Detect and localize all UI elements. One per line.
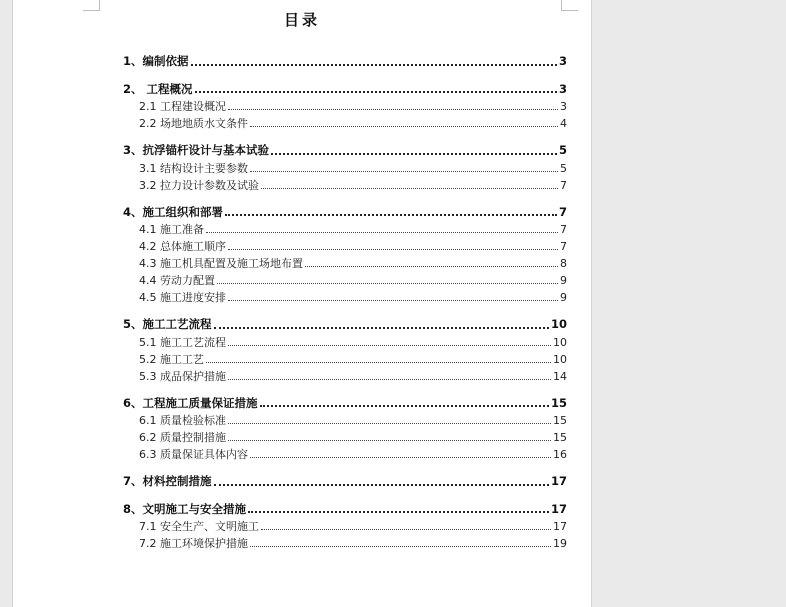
toc-subheading-entry[interactable] [123, 292, 567, 303]
toc-dot-leader [206, 362, 551, 363]
toc-dot-leader [228, 345, 551, 346]
toc-entry-label: 4、施工组织和部署 [123, 204, 224, 219]
document-page [12, 0, 592, 607]
toc-dot-leader [271, 153, 557, 155]
toc-entry-label: 6.3 质量保证具体内容 [139, 448, 248, 461]
toc-entry-label: 6.1 质量检验标准 [139, 414, 226, 427]
toc-entry-page-number: 10 [553, 335, 567, 349]
toc-subheading-entry[interactable] [123, 163, 567, 174]
toc-entry-page-number: 3 [560, 100, 567, 113]
toc-entry-label: 6.2 质量控制措施 [139, 431, 226, 444]
toc-entry-page-number: 3 [558, 54, 567, 68]
toc-entry-page-number: 17 [550, 501, 567, 516]
toc-dot-leader [228, 249, 558, 250]
toc-entry-label: 4.1 施工准备 [139, 223, 204, 236]
toc-subheading-entry[interactable] [123, 521, 567, 532]
toc-entry-label: 5.1 施工工艺流程 [139, 335, 226, 349]
toc-dot-leader [228, 440, 551, 441]
toc-heading-entry[interactable] [123, 395, 567, 410]
toc-entry-label: 2、 工程概况 [123, 81, 193, 96]
toc-entry-page-number: 7 [558, 204, 567, 219]
toc-dot-leader [261, 188, 558, 189]
toc-entry-page-number: 14 [553, 369, 567, 383]
toc-entry-label: 4.3 施工机具配置及施工场地布置 [139, 257, 303, 270]
toc-dot-leader [305, 266, 558, 267]
toc-dot-leader [195, 91, 557, 93]
toc-entry-label: 5、施工工艺流程 [123, 317, 212, 331]
toc-dot-leader [250, 126, 558, 127]
toc-dot-leader [260, 405, 549, 407]
toc-entry-page-number: 3 [558, 81, 567, 96]
toc-entry-label: 4.2 总体施工顺序 [139, 240, 226, 253]
toc-entry-label: 6、工程施工质量保证措施 [123, 395, 258, 410]
toc-entry-page-number: 5 [560, 161, 567, 175]
toc-dot-leader [261, 529, 551, 530]
toc-subheading-entry[interactable] [123, 415, 567, 426]
toc-entry-label: 7.2 施工环境保护措施 [139, 537, 248, 550]
toc-subheading-entry[interactable] [123, 337, 567, 348]
toc-entry-page-number: 7 [560, 240, 567, 253]
toc-dot-leader [250, 457, 551, 458]
toc-dot-leader [206, 232, 558, 233]
toc-entry-label: 3.2 拉力设计参数及试验 [139, 178, 259, 192]
toc-entry-page-number: 8 [560, 257, 567, 270]
toc-entry-label: 7、材料控制措施 [123, 474, 212, 488]
toc-entry-page-number: 5 [558, 143, 567, 157]
toc-entry-label: 8、文明施工与安全措施 [123, 501, 247, 516]
toc-entry-label: 7.1 安全生产、文明施工 [139, 520, 259, 533]
toc-heading-entry[interactable] [123, 476, 567, 488]
toc-dot-leader [191, 64, 557, 66]
toc-entry-page-number: 17 [550, 474, 567, 488]
toc-dot-leader [228, 379, 551, 380]
toc-heading-entry[interactable] [123, 81, 567, 96]
toc-entry-page-number: 17 [553, 520, 567, 533]
toc-dot-leader [228, 109, 558, 110]
table-of-contents [123, 52, 567, 549]
toc-entry-label: 3、抗浮锚杆设计与基本试验 [123, 143, 270, 157]
toc-dot-leader [248, 511, 549, 513]
toc-heading-entry[interactable] [123, 319, 567, 331]
toc-entry-label: 2.2 场地地质水文条件 [139, 117, 248, 130]
toc-subheading-entry[interactable] [123, 258, 567, 269]
toc-entry-page-number: 15 [550, 395, 567, 410]
toc-entry-label: 2.1 工程建设概况 [139, 100, 226, 113]
toc-entry-label: 5.3 成品保护措施 [139, 369, 226, 383]
toc-heading-entry[interactable] [123, 56, 567, 68]
toc-entry-page-number: 7 [560, 223, 567, 236]
toc-entry-page-number: 10 [553, 352, 567, 366]
toc-entry-page-number: 16 [553, 448, 567, 461]
toc-entry-label: 1、编制依据 [123, 54, 189, 68]
toc-entry-page-number: 9 [560, 274, 567, 287]
toc-subheading-entry[interactable] [123, 224, 567, 235]
toc-entry-page-number: 19 [553, 537, 567, 550]
toc-dot-leader [228, 423, 551, 424]
toc-subheading-entry[interactable] [123, 538, 567, 549]
toc-subheading-entry[interactable] [123, 432, 567, 443]
toc-heading-entry[interactable] [123, 145, 567, 157]
toc-subheading-entry[interactable] [123, 354, 567, 365]
toc-title: 目录 [283, 11, 320, 29]
toc-entry-label: 3.1 结构设计主要参数 [139, 161, 248, 175]
toc-dot-leader [214, 484, 549, 486]
toc-subheading-entry[interactable] [123, 449, 567, 460]
toc-subheading-entry[interactable] [123, 118, 567, 129]
toc-dot-leader [214, 327, 549, 329]
toc-entry-label: 4.4 劳动力配置 [139, 274, 215, 287]
toc-dot-leader [225, 214, 557, 216]
toc-entry-label: 4.5 施工进度安排 [139, 291, 226, 304]
toc-entry-page-number: 9 [560, 291, 567, 304]
toc-entry-page-number: 10 [550, 317, 567, 331]
toc-entry-page-number: 15 [553, 414, 567, 427]
toc-entry-page-number: 4 [560, 117, 567, 130]
toc-subheading-entry[interactable] [123, 101, 567, 112]
toc-entry-label: 5.2 施工工艺 [139, 352, 204, 366]
toc-subheading-entry[interactable] [123, 371, 567, 382]
toc-dot-leader [250, 171, 558, 172]
toc-subheading-entry[interactable] [123, 241, 567, 252]
toc-heading-entry[interactable] [123, 204, 567, 219]
toc-heading-entry[interactable] [123, 501, 567, 516]
toc-dot-leader [228, 300, 558, 301]
toc-subheading-entry[interactable] [123, 275, 567, 286]
toc-entry-page-number: 7 [560, 178, 567, 192]
toc-entry-page-number: 15 [553, 431, 567, 444]
toc-dot-leader [250, 546, 551, 547]
toc-dot-leader [217, 283, 558, 284]
toc-subheading-entry[interactable] [123, 180, 567, 191]
